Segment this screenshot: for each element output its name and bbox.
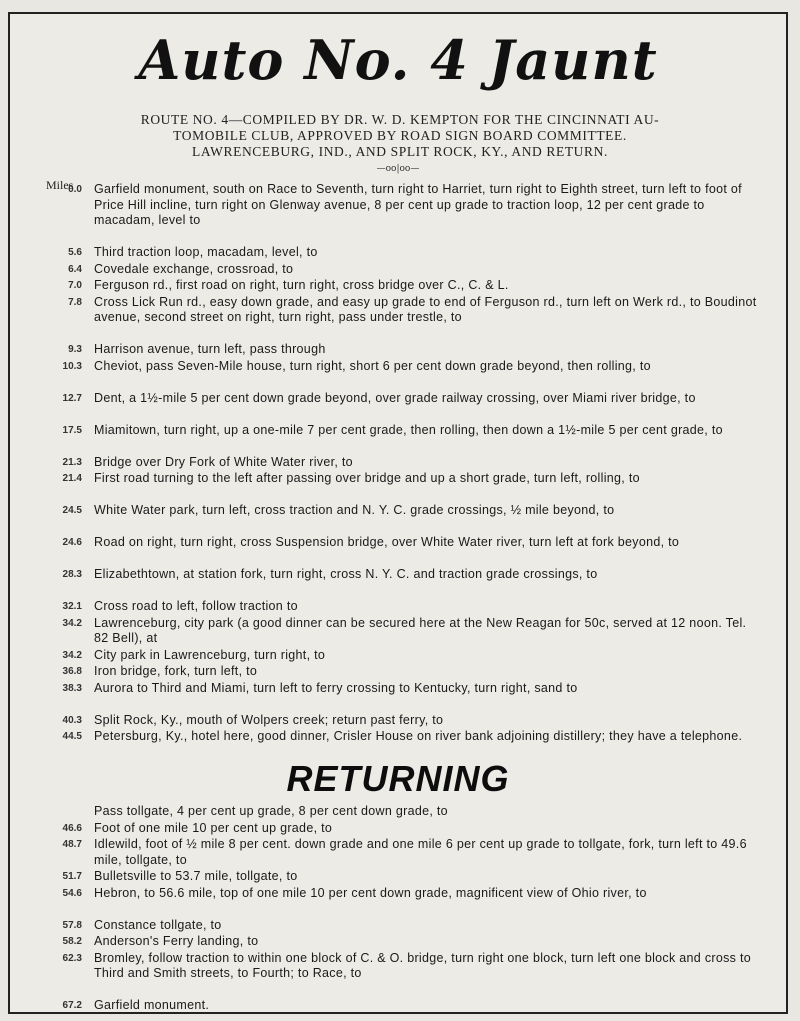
- mileage-value: 24.6: [62, 537, 82, 548]
- mileage-value: 7.0: [68, 280, 82, 291]
- page-title: Auto No. 4 Jaunt: [138, 28, 658, 92]
- route-direction: Cross road to left, follow traction to: [94, 599, 298, 613]
- mileage-value: 38.3: [62, 682, 82, 694]
- header-line: LAWRENCEBURG, IND., AND SPLIT ROCK, KY., AND RETURN.: [192, 144, 608, 159]
- route-direction: First road turning to the left after passing over bridge and up a short grade, turn left, rolling, to: [94, 471, 640, 485]
- mileage-value: 67.2: [62, 1000, 82, 1011]
- mileage-value: 9.3: [68, 344, 82, 355]
- newspaper-clipping: [8, 12, 788, 1014]
- route-direction: Foot of one mile 10 per cent up grade, to: [94, 820, 333, 835]
- route-direction: Dent, a 1½-mile 5 per cent down grade beyond, over grade railway crossing, over Miami river bridge, to: [94, 390, 696, 405]
- route-direction: Split Rock, Ky., mouth of Wolpers creek; return past ferry, to: [94, 712, 444, 727]
- mileage-value: 10.3: [62, 360, 82, 372]
- mileage-value: 28.3: [62, 569, 82, 580]
- returning-heading: RETURNING: [286, 758, 510, 799]
- route-direction: Miamitown, turn right, up a one-mile 7 per cent grade, then rolling, then down a 1½-mile 5 per cent grade, to: [94, 422, 723, 437]
- mileage-value: 51.7: [62, 871, 82, 882]
- mileage-value: 58.2: [62, 936, 82, 947]
- miles-column-label: Miles: [46, 178, 74, 192]
- route-direction: Petersburg, Ky., hotel here, good dinner, Crisler House on river bank adjoining distillery; they have a telephone.: [94, 729, 743, 743]
- route-direction: Hebron, to 56.6 mile, top of one mile 10 per cent down grade, magnificent view of Ohio river, to: [94, 885, 647, 900]
- header-line: ROUTE NO. 4—COMPILED BY DR. W. D. KEMPTON FOR THE CINCINNATI AU-: [140, 112, 660, 127]
- mileage-value: 36.8: [62, 666, 82, 677]
- ornament-divider: —oo|oo—: [376, 164, 420, 174]
- route-direction: Road on right, turn right, cross Suspension bridge, over White Water river, turn left at fork beyond, to: [94, 535, 680, 549]
- mileage-value: 21.3: [62, 456, 82, 468]
- mileage-value: 12.7: [62, 392, 82, 404]
- route-direction: Cross Lick Run rd., easy down grade, and easy up grade to end of Ferguson rd., turn left on Werk rd., to Boudinot avenue, second street on right, turn right, pass under trestle, to: [94, 294, 757, 324]
- route-direction: Lawrenceburg, city park (a good dinner can be secured here at the New Reagan for 50c, served at 12 noon. Tel. 82 Bell), at: [94, 615, 747, 645]
- mileage-value: 48.7: [62, 839, 82, 850]
- route-direction: Pass tollgate, 4 per cent up grade, 8 per cent down grade, to: [94, 804, 448, 818]
- route-direction: Bridge over Dry Fork of White Water river, to: [94, 454, 353, 469]
- mileage-value: 44.5: [62, 731, 82, 742]
- route-direction: Covedale exchange, crossroad, to: [94, 261, 294, 276]
- mileage-value: 62.3: [62, 952, 82, 964]
- mileage-value: 5.6: [68, 247, 82, 258]
- mileage-value: 7.8: [68, 296, 82, 308]
- route-direction: Iron bridge, fork, turn left, to: [94, 664, 258, 678]
- mileage-value: 6.4: [68, 263, 82, 275]
- header-line: TOMOBILE CLUB, APPROVED BY ROAD SIGN BOARD COMMITTEE.: [173, 128, 627, 143]
- mileage-value: 46.6: [62, 822, 82, 834]
- route-direction: Bromley, follow traction to within one block of C. & O. bridge, turn right one block, turn left one block and cross to Third and Smith streets, to Fourth; to Race, to: [94, 950, 751, 980]
- mileage-value: 34.2: [62, 649, 82, 661]
- mileage-value: 21.4: [62, 473, 82, 484]
- mileage-value: 54.6: [62, 887, 82, 899]
- route-header: [40, 112, 760, 160]
- route-direction: Idlewild, foot of ½ mile 8 per cent. down grade and one mile 6 per cent up grade to tollgate, fork, turn left to 49.6 mile, tollgate, to: [94, 837, 747, 867]
- route-direction: White Water park, turn left, cross traction and N. Y. C. grade crossings, ½ mile beyond, to: [94, 503, 615, 517]
- route-direction: Aurora to Third and Miami, turn left to ferry crossing to Kentucky, turn right, sand to: [94, 680, 578, 695]
- mileage-value: 17.5: [62, 424, 82, 436]
- mileage-value: 32.1: [62, 601, 82, 612]
- route-direction: Third traction loop, macadam, level, to: [94, 245, 318, 259]
- mileage-value: 34.2: [62, 617, 82, 629]
- mileage-value: 40.3: [62, 714, 82, 726]
- route-direction: Cheviot, pass Seven-Mile house, turn right, short 6 per cent down grade beyond, then rolling, to: [94, 358, 651, 373]
- route-direction: Harrison avenue, turn left, pass through: [94, 342, 326, 356]
- route-direction: Anderson's Ferry landing, to: [94, 934, 259, 948]
- route-direction: Ferguson rd., first road on right, turn right, cross bridge over C., C. & L.: [94, 278, 509, 292]
- route-direction: Garfield monument, south on Race to Seventh, turn right to Harriet, turn right to Eighth street, turn left to foot of Price Hill incline, turn right on Glenway avenue, 8 per cent up grade to traction loop, 12 per cent grade to macadam, level to: [94, 182, 742, 227]
- mileage-value: 0.0: [68, 184, 82, 195]
- route-direction: Garfield monument.: [94, 998, 210, 1012]
- mileage-value: 57.8: [62, 919, 82, 931]
- route-direction: Constance tollgate, to: [94, 917, 222, 932]
- mileage-value: 24.5: [62, 505, 82, 516]
- route-direction: Elizabethtown, at station fork, turn right, cross N. Y. C. and traction grade crossings, to: [94, 567, 598, 581]
- route-direction: Bulletsville to 53.7 mile, tollgate, to: [94, 869, 298, 883]
- route-direction: City park in Lawrenceburg, turn right, to: [94, 647, 326, 662]
